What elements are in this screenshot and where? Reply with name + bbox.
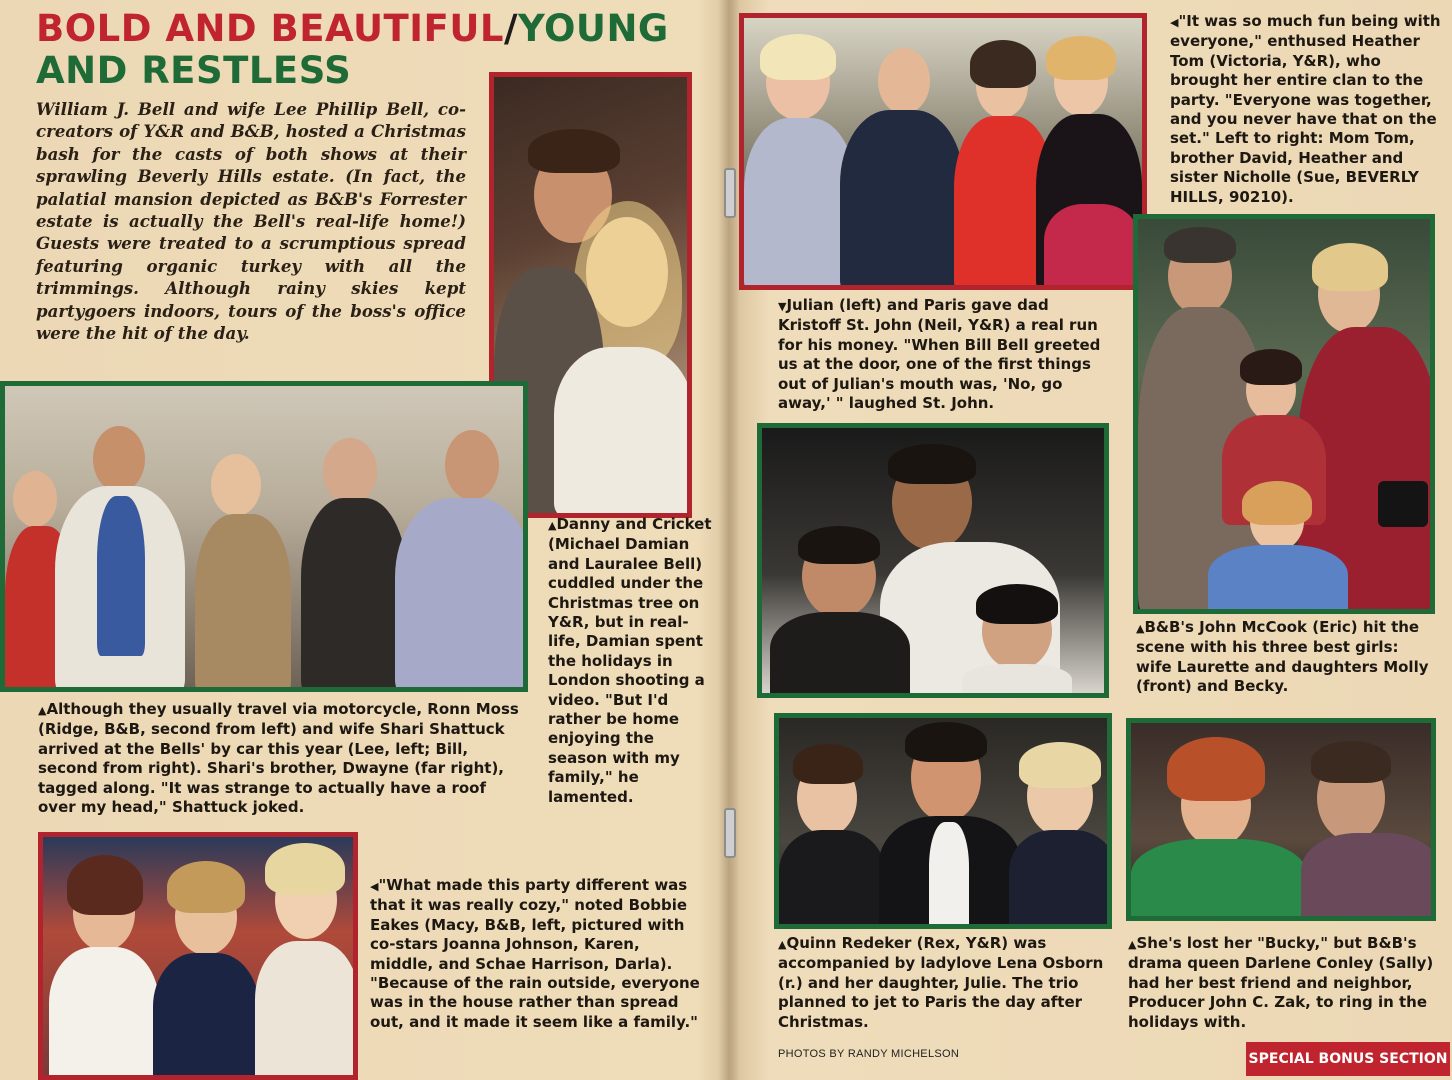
caption-arrow: ◀ (1170, 16, 1179, 29)
caption-redeker: ▲Quinn Redeker (Rex, Y&R) was accompanied by ladylove Lena Osborn (r.) and her daughter, Julie. The trio planned to jet to Paris the day after Christmas. (778, 934, 1104, 1031)
caption-arrow: ▲ (778, 938, 787, 951)
caption-arrow: ▲ (1128, 938, 1137, 951)
section-tab: SPECIAL BONUS SECTION (1246, 1042, 1450, 1076)
photo-stjohn-family (757, 423, 1109, 698)
photo-conley-zak (1126, 718, 1436, 921)
photo-redeker-trio (774, 713, 1112, 929)
headline-slash: / (503, 7, 518, 50)
intro-paragraph: William J. Bell and wife Lee Phillip Bell, co-creators of Y&R and B&B, hosted a Christmas bash for the casts of both shows at their sprawling Beverly Hills estate. (In fact, the palatial mansion depicted as B&B's Forrester estate is actually the Bell's real-life home!) Guests were treated to a scrumptious spread featuring organic turkey with all the trimmings. Although rainy skies kept partygoers indoors, tours of the boss's office were the hit of the day. (36, 99, 466, 344)
headline-part-two: YOUNG AND RESTLESS (36, 7, 669, 92)
caption-tom: ◀"It was so much fun being with everyone," enthused Heather Tom (Victoria, Y&R), who brought her entire clan to the party. "Everyone was together, and you never have that on the set." Left to right: Mom Tom, brother David, Heather and sister Nicholle (Sue, BEVERLY HILLS, 90210). (1170, 12, 1441, 206)
staple (724, 808, 736, 858)
caption-arrow: ▲ (38, 704, 47, 717)
photo-eakes-trio (38, 832, 358, 1080)
photo-credit: PHOTOS BY RANDY MICHELSON (778, 1048, 960, 1060)
caption-conley: ▲She's lost her "Bucky," but B&B's drama queen Darlene Conley (Sally) had her best friend and neighbor, Producer John C. Zak, to ring in the holidays with. (1128, 934, 1434, 1031)
photo-moss-group (0, 381, 528, 692)
headline-part-one: BOLD AND BEAUTIFUL (36, 7, 504, 50)
photo-tom-family (739, 13, 1147, 290)
staple (724, 168, 736, 218)
caption-stjohn: ▼Julian (left) and Paris gave dad Kristoff St. John (Neil, Y&R) a real run for his money. "When Bill Bell greeted us at the door, one of the first things out of Julian's mouth was, 'No, go away,' " laughed St. John. (778, 296, 1101, 413)
caption-arrow: ▲ (1136, 622, 1145, 635)
caption-arrow: ◀ (370, 880, 379, 893)
caption-damian: ▲Danny and Cricket (Michael Damian and Lauralee Bell) cuddled under the Christmas tree on Y&R, but in real-life, Damian spent the holidays in London shooting a video. "But I'd rather be home enjoying the season with my family," he lamented. (548, 515, 712, 806)
caption-arrow: ▼ (778, 300, 787, 313)
photo-mccook-family (1133, 214, 1435, 614)
caption-eakes: ◀"What made this party different was that it was really cozy," noted Bobbie Eakes (Macy, B&B, left, pictured with co-stars Joanna Johnson, Karen, middle, and Schae Harrison, Darla). "Because of the rain outside, everyone was in the house rather than spread out, and it made it seem like a family." (370, 876, 700, 1031)
caption-mccook: ▲B&B's John McCook (Eric) hit the scene with his three best girls: wife Laurette and daughters Molly (front) and Becky. (1136, 618, 1429, 696)
caption-arrow: ▲ (548, 519, 557, 532)
page-gutter (718, 0, 740, 1080)
caption-moss: ▲Although they usually travel via motorcycle, Ronn Moss (Ridge, B&B, second from left) and wife Shari Shattuck arrived at the Bells' by car this year (Lee, left; Bill, second from right). Shari's brother, Dwayne (far right), tagged along. "It was strange to actually have a roof over my head," Shattuck joked. (38, 700, 519, 817)
